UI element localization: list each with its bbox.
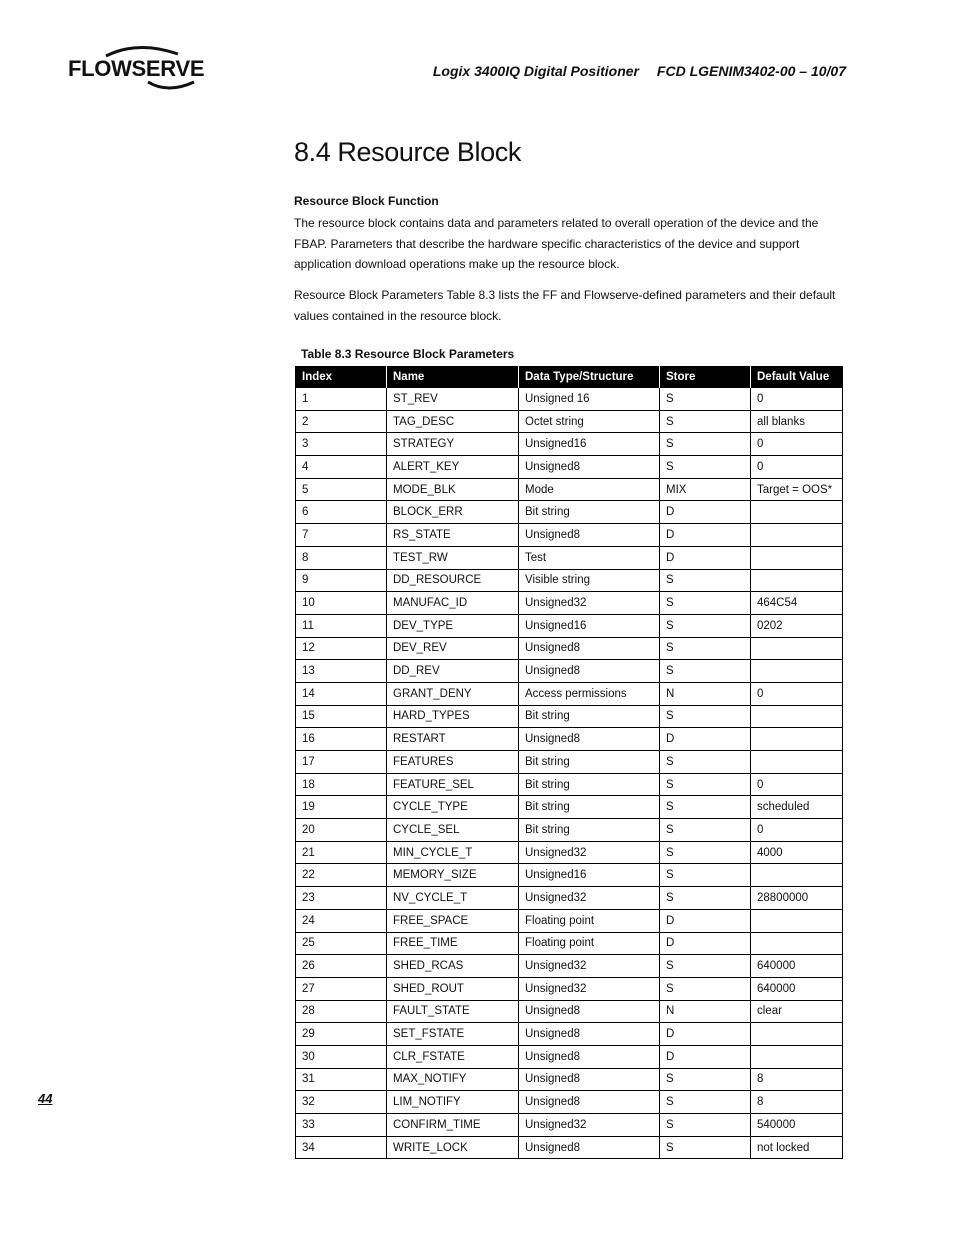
cell-index: 22	[296, 864, 387, 887]
column-header-data-type: Data Type/Structure	[519, 366, 660, 388]
cell-default-value: 8	[751, 1068, 843, 1091]
cell-default-value: 8	[751, 1091, 843, 1114]
table-row	[296, 569, 843, 592]
cell-name: FEATURES	[387, 751, 519, 774]
cell-default-value: Target = OOS*	[751, 478, 843, 501]
table-row	[296, 932, 843, 955]
cell-index: 27	[296, 977, 387, 1000]
cell-index: 18	[296, 773, 387, 796]
cell-name: MAX_NOTIFY	[387, 1068, 519, 1091]
table-row	[296, 819, 843, 842]
cell-data-type: Unsigned8	[519, 1068, 660, 1091]
cell-data-type: Floating point	[519, 909, 660, 932]
cell-name: MEMORY_SIZE	[387, 864, 519, 887]
table-row	[296, 773, 843, 796]
cell-data-type: Unsigned32	[519, 955, 660, 978]
cell-default-value: 0	[751, 682, 843, 705]
cell-index: 29	[296, 1023, 387, 1046]
cell-store: S	[660, 705, 751, 728]
cell-name: FAULT_STATE	[387, 1000, 519, 1023]
table-row	[296, 637, 843, 660]
cell-default-value: 28800000	[751, 887, 843, 910]
cell-index: 32	[296, 1091, 387, 1114]
cell-store: S	[660, 751, 751, 774]
table-row	[296, 456, 843, 479]
cell-index: 28	[296, 1000, 387, 1023]
cell-name: ALERT_KEY	[387, 456, 519, 479]
cell-default-value: clear	[751, 1000, 843, 1023]
cell-data-type: Unsigned32	[519, 887, 660, 910]
table-caption: Table 8.3 Resource Block Parameters	[301, 347, 515, 361]
cell-store: S	[660, 614, 751, 637]
cell-default-value: 0202	[751, 614, 843, 637]
cell-store: S	[660, 660, 751, 683]
cell-name: DEV_REV	[387, 637, 519, 660]
cell-store: D	[660, 1045, 751, 1068]
cell-data-type: Unsigned8	[519, 1045, 660, 1068]
cell-index: 1	[296, 388, 387, 411]
page-number: 44	[38, 1091, 53, 1106]
cell-name: WRITE_LOCK	[387, 1136, 519, 1159]
logo-text: FLOWSERVE	[68, 56, 205, 81]
cell-index: 8	[296, 546, 387, 569]
cell-name: ST_REV	[387, 388, 519, 411]
cell-store: D	[660, 501, 751, 524]
cell-data-type: Bit string	[519, 796, 660, 819]
table-row	[296, 887, 843, 910]
document-reference: FCD LGENIM3402-00 – 10/07	[656, 63, 846, 79]
table-row	[296, 841, 843, 864]
cell-name: CYCLE_SEL	[387, 819, 519, 842]
subheading: Resource Block Function	[294, 194, 439, 208]
cell-store: D	[660, 909, 751, 932]
table-row	[296, 751, 843, 774]
cell-default-value: 0	[751, 773, 843, 796]
cell-data-type: Bit string	[519, 773, 660, 796]
table-row	[296, 433, 843, 456]
cell-store: N	[660, 682, 751, 705]
cell-data-type: Bit string	[519, 751, 660, 774]
cell-store: D	[660, 728, 751, 751]
cell-store: S	[660, 977, 751, 1000]
table-header-row	[296, 366, 843, 388]
table-row	[296, 682, 843, 705]
cell-name: MIN_CYCLE_T	[387, 841, 519, 864]
cell-default-value	[751, 637, 843, 660]
cell-store: MIX	[660, 478, 751, 501]
cell-data-type: Unsigned32	[519, 1114, 660, 1137]
cell-index: 15	[296, 705, 387, 728]
cell-name: FREE_SPACE	[387, 909, 519, 932]
cell-name: MANUFAC_ID	[387, 592, 519, 615]
cell-default-value	[751, 864, 843, 887]
cell-name: CLR_FSTATE	[387, 1045, 519, 1068]
cell-default-value	[751, 909, 843, 932]
cell-default-value: 0	[751, 433, 843, 456]
cell-store: S	[660, 887, 751, 910]
cell-name: SHED_ROUT	[387, 977, 519, 1000]
cell-index: 16	[296, 728, 387, 751]
table-row	[296, 1045, 843, 1068]
cell-name: NV_CYCLE_T	[387, 887, 519, 910]
cell-default-value: not locked	[751, 1136, 843, 1159]
cell-default-value	[751, 932, 843, 955]
cell-name: SHED_RCAS	[387, 955, 519, 978]
cell-data-type: Bit string	[519, 501, 660, 524]
cell-default-value: 0	[751, 819, 843, 842]
cell-data-type: Visible string	[519, 569, 660, 592]
cell-store: S	[660, 955, 751, 978]
cell-data-type: Unsigned8	[519, 637, 660, 660]
cell-name: HARD_TYPES	[387, 705, 519, 728]
cell-name: SET_FSTATE	[387, 1023, 519, 1046]
cell-data-type: Test	[519, 546, 660, 569]
cell-name: GRANT_DENY	[387, 682, 519, 705]
cell-name: DD_REV	[387, 660, 519, 683]
cell-index: 26	[296, 955, 387, 978]
cell-index: 33	[296, 1114, 387, 1137]
cell-store: S	[660, 1068, 751, 1091]
cell-default-value	[751, 1045, 843, 1068]
table-row	[296, 1136, 843, 1159]
cell-index: 6	[296, 501, 387, 524]
cell-default-value: 540000	[751, 1114, 843, 1137]
cell-index: 14	[296, 682, 387, 705]
cell-default-value	[751, 705, 843, 728]
table-row	[296, 592, 843, 615]
cell-data-type: Unsigned16	[519, 433, 660, 456]
table-row	[296, 1091, 843, 1114]
cell-name: RS_STATE	[387, 524, 519, 547]
cell-index: 12	[296, 637, 387, 660]
cell-data-type: Unsigned16	[519, 614, 660, 637]
cell-data-type: Unsigned8	[519, 1136, 660, 1159]
paragraph-table-intro: Resource Block Parameters Table 8.3 lists the FF and Flowserve-defined parameters and their default values contained in the resource block.	[294, 288, 836, 323]
table-row	[296, 524, 843, 547]
table-row	[296, 864, 843, 887]
cell-data-type: Bit string	[519, 705, 660, 728]
column-header-default-value: Default Value	[751, 366, 843, 388]
section-title: 8.4 Resource Block	[294, 137, 521, 167]
cell-index: 9	[296, 569, 387, 592]
cell-index: 11	[296, 614, 387, 637]
table-row	[296, 705, 843, 728]
cell-store: S	[660, 1114, 751, 1137]
cell-default-value	[751, 524, 843, 547]
cell-name: BLOCK_ERR	[387, 501, 519, 524]
cell-data-type: Unsigned32	[519, 841, 660, 864]
cell-data-type: Unsigned 16	[519, 388, 660, 411]
cell-name: DEV_TYPE	[387, 614, 519, 637]
cell-store: S	[660, 819, 751, 842]
cell-default-value: 464C54	[751, 592, 843, 615]
table-row	[296, 660, 843, 683]
cell-store: D	[660, 932, 751, 955]
cell-name: CONFIRM_TIME	[387, 1114, 519, 1137]
cell-index: 4	[296, 456, 387, 479]
cell-data-type: Unsigned8	[519, 1091, 660, 1114]
cell-name: MODE_BLK	[387, 478, 519, 501]
cell-index: 25	[296, 932, 387, 955]
cell-data-type: Octet string	[519, 410, 660, 433]
table-row	[296, 546, 843, 569]
cell-index: 5	[296, 478, 387, 501]
running-header	[433, 63, 846, 79]
cell-store: S	[660, 841, 751, 864]
cell-data-type: Unsigned8	[519, 1023, 660, 1046]
cell-index: 20	[296, 819, 387, 842]
table-row	[296, 1114, 843, 1137]
cell-data-type: Unsigned8	[519, 1000, 660, 1023]
table-row	[296, 478, 843, 501]
cell-index: 30	[296, 1045, 387, 1068]
table-row	[296, 1023, 843, 1046]
cell-name: DD_RESOURCE	[387, 569, 519, 592]
product-name: Logix 3400IQ Digital Positioner	[432, 63, 640, 79]
cell-index: 24	[296, 909, 387, 932]
cell-default-value	[751, 501, 843, 524]
cell-name: FREE_TIME	[387, 932, 519, 955]
table-row	[296, 614, 843, 637]
cell-default-value	[751, 728, 843, 751]
column-header-store: Store	[660, 366, 751, 388]
cell-data-type: Unsigned16	[519, 864, 660, 887]
flowserve-logo	[68, 44, 208, 96]
table-body	[296, 388, 843, 1159]
cell-default-value: 4000	[751, 841, 843, 864]
cell-store: S	[660, 410, 751, 433]
cell-default-value: scheduled	[751, 796, 843, 819]
cell-store: D	[660, 524, 751, 547]
cell-name: LIM_NOTIFY	[387, 1091, 519, 1114]
cell-store: S	[660, 1091, 751, 1114]
cell-data-type: Access permissions	[519, 682, 660, 705]
cell-name: TAG_DESC	[387, 410, 519, 433]
cell-index: 7	[296, 524, 387, 547]
cell-store: S	[660, 592, 751, 615]
cell-data-type: Floating point	[519, 932, 660, 955]
cell-data-type: Mode	[519, 478, 660, 501]
table-row	[296, 909, 843, 932]
cell-store: S	[660, 569, 751, 592]
cell-data-type: Unsigned8	[519, 456, 660, 479]
cell-index: 3	[296, 433, 387, 456]
table-row	[296, 728, 843, 751]
cell-default-value	[751, 569, 843, 592]
table-row	[296, 1068, 843, 1091]
table-row	[296, 796, 843, 819]
cell-store: D	[660, 1023, 751, 1046]
cell-default-value	[751, 1023, 843, 1046]
resource-block-parameters-table	[295, 366, 843, 1159]
cell-name: FEATURE_SEL	[387, 773, 519, 796]
cell-store: S	[660, 1136, 751, 1159]
cell-name: RESTART	[387, 728, 519, 751]
cell-store: S	[660, 456, 751, 479]
cell-data-type: Unsigned32	[519, 977, 660, 1000]
cell-index: 31	[296, 1068, 387, 1091]
cell-default-value	[751, 751, 843, 774]
cell-store: S	[660, 864, 751, 887]
cell-data-type: Unsigned32	[519, 592, 660, 615]
cell-default-value: 640000	[751, 955, 843, 978]
cell-store: D	[660, 546, 751, 569]
cell-default-value: 0	[751, 388, 843, 411]
cell-store: N	[660, 1000, 751, 1023]
cell-index: 10	[296, 592, 387, 615]
cell-index: 17	[296, 751, 387, 774]
paragraph-resource-block: The resource block contains data and parameters related to overall operation of the device and the FBAP. Parameters that describe the hardware specific characteristics of the device and support application download operations make up the resource block.	[294, 216, 819, 271]
cell-store: S	[660, 388, 751, 411]
cell-default-value: all blanks	[751, 410, 843, 433]
cell-index: 19	[296, 796, 387, 819]
cell-index: 13	[296, 660, 387, 683]
cell-store: S	[660, 637, 751, 660]
cell-data-type: Unsigned8	[519, 524, 660, 547]
cell-name: CYCLE_TYPE	[387, 796, 519, 819]
cell-store: S	[660, 433, 751, 456]
table-row	[296, 977, 843, 1000]
cell-index: 34	[296, 1136, 387, 1159]
column-header-name: Name	[387, 366, 519, 388]
cell-name: STRATEGY	[387, 433, 519, 456]
cell-default-value	[751, 546, 843, 569]
cell-default-value: 0	[751, 456, 843, 479]
cell-index: 2	[296, 410, 387, 433]
cell-index: 23	[296, 887, 387, 910]
cell-default-value	[751, 660, 843, 683]
table-row	[296, 1000, 843, 1023]
table-row	[296, 388, 843, 411]
table-row	[296, 955, 843, 978]
column-header-index: Index	[296, 366, 387, 388]
cell-store: S	[660, 773, 751, 796]
cell-store: S	[660, 796, 751, 819]
cell-index: 21	[296, 841, 387, 864]
cell-name: TEST_RW	[387, 546, 519, 569]
cell-data-type: Unsigned8	[519, 660, 660, 683]
cell-default-value: 640000	[751, 977, 843, 1000]
table-row	[296, 410, 843, 433]
cell-data-type: Unsigned8	[519, 728, 660, 751]
table-row	[296, 501, 843, 524]
cell-data-type: Bit string	[519, 819, 660, 842]
